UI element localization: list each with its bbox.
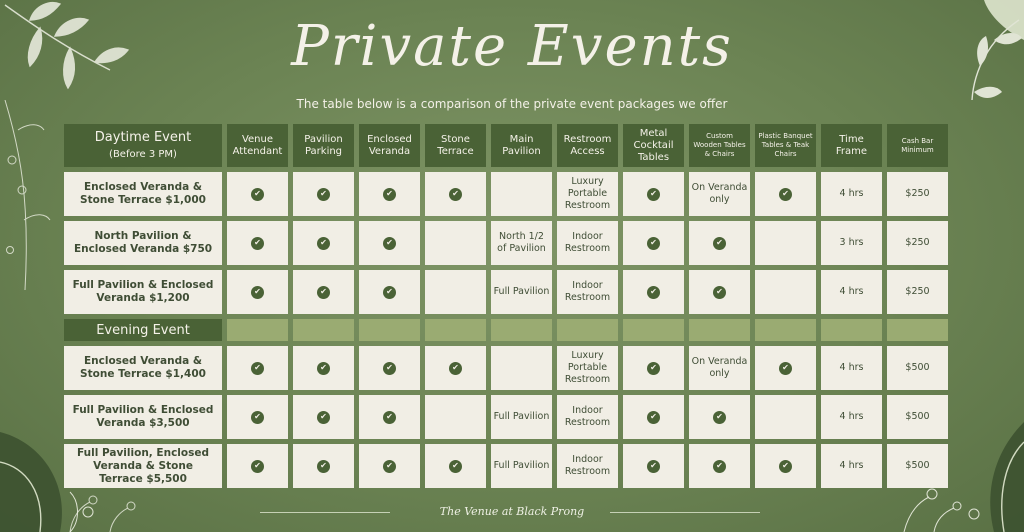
check-circle-icon: ✔	[383, 286, 396, 299]
section-fill	[821, 319, 882, 341]
table-cell	[359, 444, 420, 488]
page-title: Private Events	[291, 14, 733, 79]
package-row-label: Enclosed Veranda & Stone Terrace $1,000	[64, 172, 222, 216]
check-circle-icon: ✔	[779, 460, 792, 473]
check-circle-icon: ✔	[251, 460, 264, 473]
check-circle-icon: ✔	[647, 286, 660, 299]
table-cell	[491, 172, 552, 216]
column-header: Venue Attendant	[227, 124, 288, 167]
package-row-label: Full Pavilion, Enclosed Veranda & Stone Terrace $5,500	[64, 444, 222, 488]
column-header: Custom Wooden Tables & Chairs	[689, 124, 750, 167]
column-header: Main Pavilion	[491, 124, 552, 167]
table-cell	[755, 221, 816, 265]
table-cell: 4 hrs	[821, 270, 882, 314]
check-circle-icon: ✔	[779, 188, 792, 201]
section-fill	[689, 319, 750, 341]
column-header: Enclosed Veranda	[359, 124, 420, 167]
table-cell: On Veranda only	[689, 172, 750, 216]
check-circle-icon: ✔	[251, 411, 264, 424]
check-circle-icon: ✔	[647, 188, 660, 201]
check-circle-icon: ✔	[713, 460, 726, 473]
column-header: Metal Cocktail Tables	[623, 124, 684, 167]
column-header: Stone Terrace	[425, 124, 486, 167]
table-cell: 4 hrs	[821, 346, 882, 390]
header-daytime-title: Daytime Event	[94, 129, 192, 145]
table-cell: Full Pavilion	[491, 395, 552, 439]
table-cell	[623, 395, 684, 439]
table-cell	[293, 221, 354, 265]
table-cell	[359, 270, 420, 314]
table-cell	[425, 346, 486, 390]
table-cell	[623, 221, 684, 265]
table-cell	[425, 395, 486, 439]
table-cell	[689, 270, 750, 314]
table-cell: Indoor Restroom	[557, 395, 618, 439]
section-fill	[755, 319, 816, 341]
package-row-label: Full Pavilion & Enclosed Veranda $1,200	[64, 270, 222, 314]
column-header: Plastic Banquet Tables & Teak Chairs	[755, 124, 816, 167]
table-cell	[293, 270, 354, 314]
table-cell	[689, 395, 750, 439]
packages-table	[64, 124, 948, 488]
check-circle-icon: ✔	[317, 188, 330, 201]
check-circle-icon: ✔	[383, 411, 396, 424]
table-cell	[293, 395, 354, 439]
check-circle-icon: ✔	[647, 411, 660, 424]
table-cell: Luxury Portable Restroom	[557, 172, 618, 216]
section-fill	[491, 319, 552, 341]
check-circle-icon: ✔	[317, 237, 330, 250]
table-cell	[359, 395, 420, 439]
table-cell: 3 hrs	[821, 221, 882, 265]
section-fill	[293, 319, 354, 341]
table-cell	[755, 444, 816, 488]
check-circle-icon: ✔	[317, 362, 330, 375]
table-cell: Indoor Restroom	[557, 270, 618, 314]
table-cell: $250	[887, 172, 948, 216]
table-cell	[227, 444, 288, 488]
table-cell	[425, 444, 486, 488]
check-circle-icon: ✔	[383, 362, 396, 375]
check-circle-icon: ✔	[317, 286, 330, 299]
table-cell: Indoor Restroom	[557, 444, 618, 488]
check-circle-icon: ✔	[383, 188, 396, 201]
section-fill	[359, 319, 420, 341]
section-fill	[623, 319, 684, 341]
page-subtitle: The table below is a comparison of the private event packages we offer	[296, 97, 728, 111]
table-cell	[227, 270, 288, 314]
table-cell	[293, 172, 354, 216]
table-cell	[755, 172, 816, 216]
table-cell: 4 hrs	[821, 444, 882, 488]
table-cell: $500	[887, 346, 948, 390]
table-cell: Indoor Restroom	[557, 221, 618, 265]
check-circle-icon: ✔	[713, 411, 726, 424]
table-cell	[623, 270, 684, 314]
table-cell: $250	[887, 270, 948, 314]
table-cell	[227, 346, 288, 390]
table-cell: 4 hrs	[821, 172, 882, 216]
check-circle-icon: ✔	[779, 362, 792, 375]
check-circle-icon: ✔	[647, 362, 660, 375]
table-cell	[689, 221, 750, 265]
table-cell: Full Pavilion	[491, 444, 552, 488]
table-cell: 4 hrs	[821, 395, 882, 439]
table-cell: $500	[887, 444, 948, 488]
check-circle-icon: ✔	[449, 362, 462, 375]
table-cell	[359, 172, 420, 216]
check-circle-icon: ✔	[317, 411, 330, 424]
footer-divider-right	[610, 512, 760, 513]
check-circle-icon: ✔	[317, 460, 330, 473]
check-circle-icon: ✔	[449, 188, 462, 201]
leaf-branch-icon	[0, 100, 60, 300]
table-cell	[425, 221, 486, 265]
section-fill	[227, 319, 288, 341]
check-circle-icon: ✔	[251, 188, 264, 201]
section-evening-event: Evening Event	[64, 319, 222, 341]
package-row-label: Enclosed Veranda & Stone Terrace $1,400	[64, 346, 222, 390]
table-cell	[755, 346, 816, 390]
check-circle-icon: ✔	[251, 362, 264, 375]
table-cell: Full Pavilion	[491, 270, 552, 314]
table-cell	[227, 172, 288, 216]
table-cell	[623, 444, 684, 488]
package-row-label: North Pavilion & Enclosed Veranda $750	[64, 221, 222, 265]
package-row-label: Full Pavilion & Enclosed Veranda $3,500	[64, 395, 222, 439]
table-cell: North 1/2 of Pavilion	[491, 221, 552, 265]
column-header: Time Frame	[821, 124, 882, 167]
table-cell	[491, 346, 552, 390]
check-circle-icon: ✔	[251, 237, 264, 250]
section-fill	[557, 319, 618, 341]
table-cell	[689, 444, 750, 488]
table-cell: Luxury Portable Restroom	[557, 346, 618, 390]
header-daytime-event	[64, 124, 222, 167]
section-fill	[425, 319, 486, 341]
check-circle-icon: ✔	[647, 460, 660, 473]
table-cell	[755, 270, 816, 314]
table-cell	[425, 270, 486, 314]
column-header: Restroom Access	[557, 124, 618, 167]
table-cell: $500	[887, 395, 948, 439]
section-fill	[887, 319, 948, 341]
check-circle-icon: ✔	[251, 286, 264, 299]
table-cell: $250	[887, 221, 948, 265]
table-cell	[359, 221, 420, 265]
check-circle-icon: ✔	[647, 237, 660, 250]
check-circle-icon: ✔	[383, 237, 396, 250]
check-circle-icon: ✔	[713, 286, 726, 299]
table-cell	[359, 346, 420, 390]
check-circle-icon: ✔	[383, 460, 396, 473]
table-cell	[623, 346, 684, 390]
table-cell	[293, 444, 354, 488]
column-header: Cash Bar Minimum	[887, 124, 948, 167]
header-daytime-subtitle: (Before 3 PM)	[109, 148, 177, 160]
table-cell	[293, 346, 354, 390]
table-cell	[227, 221, 288, 265]
table-cell	[227, 395, 288, 439]
table-cell	[623, 172, 684, 216]
footer-venue-name: The Venue at Black Prong	[439, 505, 585, 518]
table-cell	[425, 172, 486, 216]
table-cell: On Veranda only	[689, 346, 750, 390]
check-circle-icon: ✔	[713, 237, 726, 250]
check-circle-icon: ✔	[449, 460, 462, 473]
table-cell	[755, 395, 816, 439]
column-header: Pavilion Parking	[293, 124, 354, 167]
